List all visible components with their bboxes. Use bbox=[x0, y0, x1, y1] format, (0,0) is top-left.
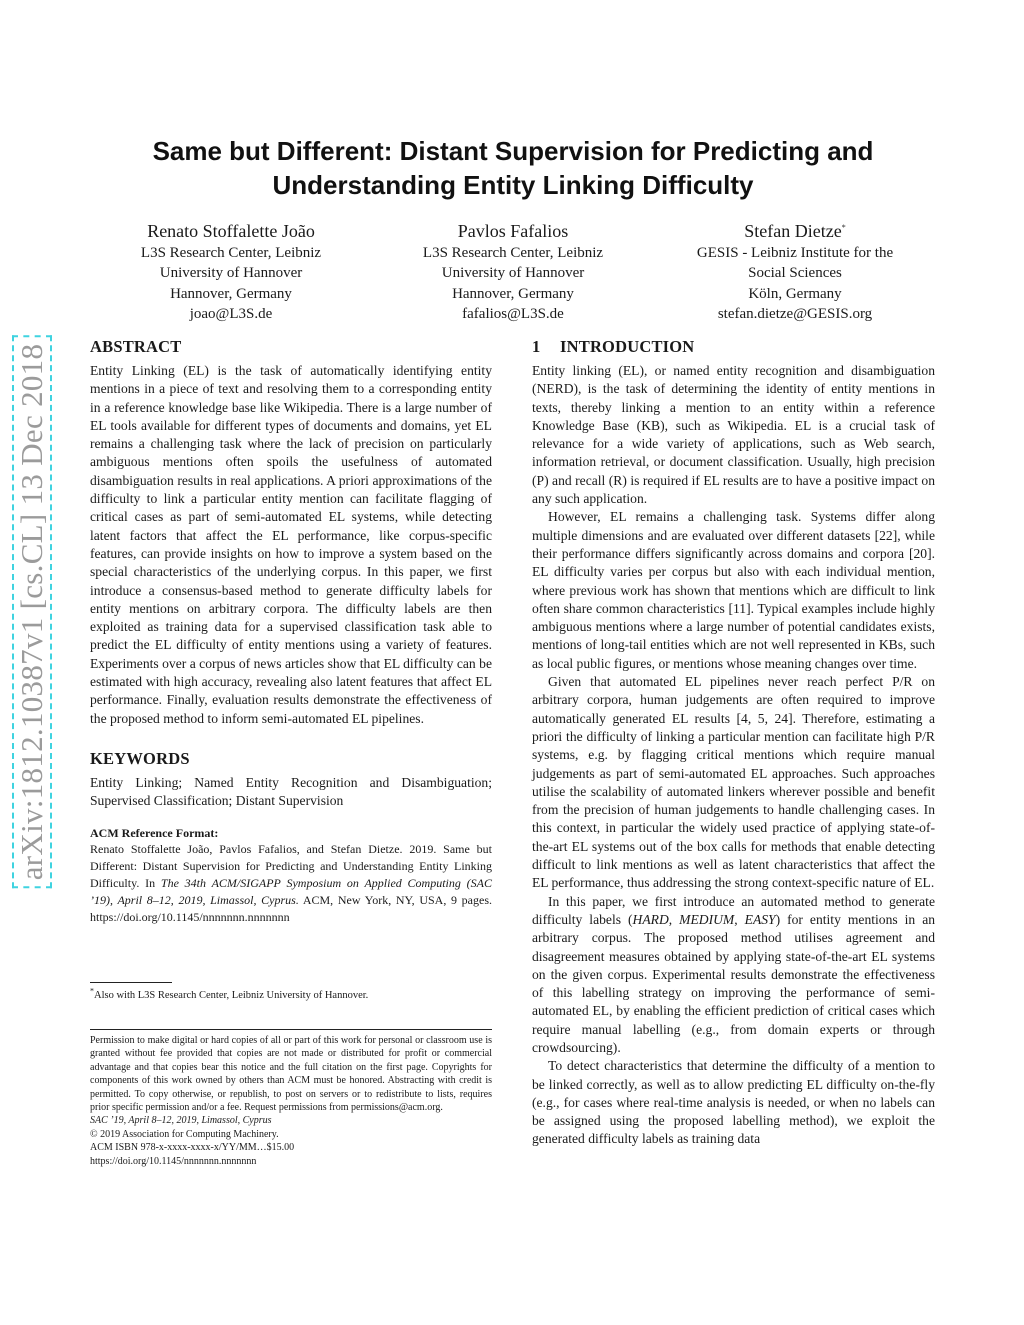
author-location: Hannover, Germany bbox=[170, 285, 292, 302]
intro-paragraph-5: To detect characteristics that determine the difficulty of a mention to be linked correctly, as well as to allow predicting EL difficulty on-the-fly (e.g., for cases where real-time analysis is needed, or when no labels can be assigned using the proposed labelling method), we exploit the generated difficulty labels as training data bbox=[532, 1058, 935, 1147]
author-affiliation: University of Hannover bbox=[159, 265, 303, 282]
author-name: Pavlos Fafalios bbox=[457, 221, 569, 241]
doi-link[interactable]: https://doi.org/10.1145/nnnnnnn.nnnnnnn bbox=[90, 1155, 257, 1167]
author-location: Köln, Germany bbox=[748, 285, 842, 302]
isbn: ACM ISBN 978-x-xxxx-xxxx-x/YY/MM…$15.00 bbox=[90, 1142, 295, 1154]
introduction-heading bbox=[532, 336, 935, 358]
author-affiliation: L3S Research Center, Leibniz bbox=[422, 245, 604, 261]
author-email: stefan.dietze@GESIS.org bbox=[717, 305, 873, 322]
left-column bbox=[90, 336, 492, 926]
right-column bbox=[532, 336, 935, 1149]
author-affiliation: Social Sciences bbox=[748, 265, 842, 282]
footnote-mark: * bbox=[90, 986, 94, 996]
paper-title bbox=[90, 134, 936, 202]
conference-info: SAC ’19, April 8–12, 2019, Limassol, Cyprus bbox=[90, 1115, 272, 1127]
author-name: Renato Stoffalette João bbox=[147, 221, 315, 241]
author-3 bbox=[654, 219, 936, 324]
author-email: joao@L3S.de bbox=[189, 305, 273, 322]
arxiv-identifier: arXiv:1812.10387v1 [cs.CL] 13 Dec 2018 bbox=[12, 336, 52, 889]
title-line-2: Understanding Entity Linking Difficulty bbox=[272, 170, 754, 200]
footnote-mark: * bbox=[841, 223, 846, 232]
acm-reference-heading: ACM Reference Format: bbox=[90, 825, 219, 840]
author-block bbox=[90, 219, 936, 324]
abstract-heading: ABSTRACT bbox=[90, 337, 182, 356]
section-title: INTRODUCTION bbox=[560, 337, 695, 356]
permission-block bbox=[90, 1034, 492, 1168]
title-line-1: Same but Different: Distant Supervision for Predicting and bbox=[152, 136, 874, 166]
footnote-divider bbox=[90, 982, 172, 983]
author-location: Hannover, Germany bbox=[452, 285, 574, 302]
footnote-text: Also with L3S Research Center, Leibniz University of Hannover. bbox=[94, 990, 369, 1001]
intro-paragraph-3: Given that automated EL pipelines never reach perfect P/R on arbitrary corpora, human judgements are often required to improve automatically generated EL results [4, 5, 24]. Therefore, estimating a priori the difficulty of linking a particular mention can facilitate high P/R systems, e.g. by flagging critical mentions which require manual judgements as part of semi-automated EL approaches. Such approaches utilise the scalability of automated linkers wherever possible and benefit from the precision of human judgements to handle challenging cases. In this context, in particular the widely used practice of applying state-of-the-art EL systems out of the box calls for methods that enable detecting difficult to link mentions as well as latent characteristics that affect the EL performance, thus addressing the strong context-specific nature of EL. bbox=[532, 674, 935, 891]
arxiv-sidebar-stamp bbox=[14, 316, 50, 908]
keywords-heading: KEYWORDS bbox=[90, 748, 190, 768]
author-affiliation: L3S Research Center, Leibniz bbox=[140, 245, 322, 261]
permission-divider bbox=[90, 1029, 492, 1030]
author-2 bbox=[372, 219, 654, 324]
author-name: Stefan Dietze bbox=[744, 221, 842, 241]
author-1 bbox=[90, 219, 372, 324]
intro-paragraph-1: Entity linking (EL), or named entity recognition and disambiguation (NERD), is the task of determining the identity of entity mentions in texts, thereby linking a mention to an entity within a reference Knowledge Base (KB), such as Wikipedia. EL is a crucial task of relevance for a wide variety of applications, such as Web search, information retrieval, or document classification. Usually, high precision (P) and recall (R) is required if EL results are to have a positive impact on any such application. bbox=[532, 363, 935, 507]
permission-text: Permission to make digital or hard copies of all or part of this work for personal or classroom use is granted without fee provided that copies are not made or distributed for profit or commercial advantage and that copies bear this notice and the full citation on the first page. Copyrights for components of this work owned by others than ACM must be honored. Abstracting with credit is permitted. To copy otherwise, or republish, to post on servers or to redistribute to lists, requires prior specific permission and/or a fee. Request permissions from permissions@acm.org. bbox=[90, 1035, 492, 1114]
abstract-text: Entity Linking (EL) is the task of automatically identifying entity mentions in a piece of text and resolving them to a corresponding entity in a reference knowledge base like Wikipedia. There is a large number of EL tools available for different types of documents and domains, yet EL remains a challenging task where the lack of precision on particularly ambiguous mentions often spoils the usefulness of automated disambiguation results in real applications. A priori approximations of the difficulty to link a particular entity mention can facilitate flagging of critical cases as part of semi-automated EL systems, while detecting latent factors that affect the EL performance, like corpus-specific features, can provide insights on how to improve a system based on the special characteristics of the underlying corpus. In this paper, we first introduce a consensus-based method to generate difficulty labels for entity mentions on arbitrary corpora. The difficulty labels are then exploited as training data for a supervised classification task able to predict the EL difficulty of entity mentions using a variety of features. Experiments over a corpus of news articles show that EL difficulty can be estimated with high accuracy, revealing also latent features that affect EL performance. Finally, evaluation results demonstrate the effectiveness of the proposed method to inform semi-automated EL pipelines. bbox=[90, 363, 492, 726]
intro-paragraph-4: In this paper, we first introduce an automated method to generate difficulty labels (HARD, MEDIUM, EASY) for entity mentions in an arbitrary corpus. The proposed method utilises agreement and disagreement measures obtained by applying state-of-the-art EL systems on the given corpus. Experimental results demonstrate the effectiveness of this labelling strategy on improving the performance of semi-automated EL, by enabling the efficient prediction of critical cases which require manual labelling (e.g., from domain experts or through crowdsourcing). bbox=[532, 893, 936, 1055]
intro-paragraph-2: However, EL remains a challenging task. Systems differ along multiple dimensions and are evaluated over different datasets [22], while their performance differs significantly across domains and corpora [20]. EL difficulty varies per corpus but also with each individual mention, where previous work has shown that mentions which are difficult to link often share common characteristics [11]. Typical examples include highly ambiguous mentions where a large number of potential candidates exists, mentions of long-tail entities which are not well represented in KBs, such as local public figures, or mentions whose meaning changes over time. bbox=[532, 509, 935, 671]
copyright-notice: © 2019 Association for Computing Machinery. bbox=[90, 1128, 279, 1140]
section-number: 1 bbox=[532, 337, 541, 356]
footnote bbox=[90, 986, 492, 1003]
acm-reference-text: Renato Stoffalette João, Pavlos Fafalios, and Stefan Dietze. 2019. Same but Different: Distant Supervision for Predicting and Understanding Entity Linking Difficulty. In The 34th ACM/SIGAPP Symposium on Applied Computing (SAC ’19), April 8–12, 2019, Limassol, Cyprus. ACM, New York, NY, USA, 9 pages. https://doi.org/10.1145/nnnnnnn.nnnnnnn bbox=[90, 841, 493, 924]
keywords-text: Entity Linking; Named Entity Recognition and Disambiguation; Supervised Classification; Distant Supervision bbox=[90, 774, 492, 809]
author-name-row bbox=[654, 219, 936, 243]
author-email: fafalios@L3S.de bbox=[462, 305, 564, 322]
author-affiliation: GESIS - Leibniz Institute for the bbox=[696, 245, 894, 261]
author-affiliation: University of Hannover bbox=[441, 265, 585, 282]
